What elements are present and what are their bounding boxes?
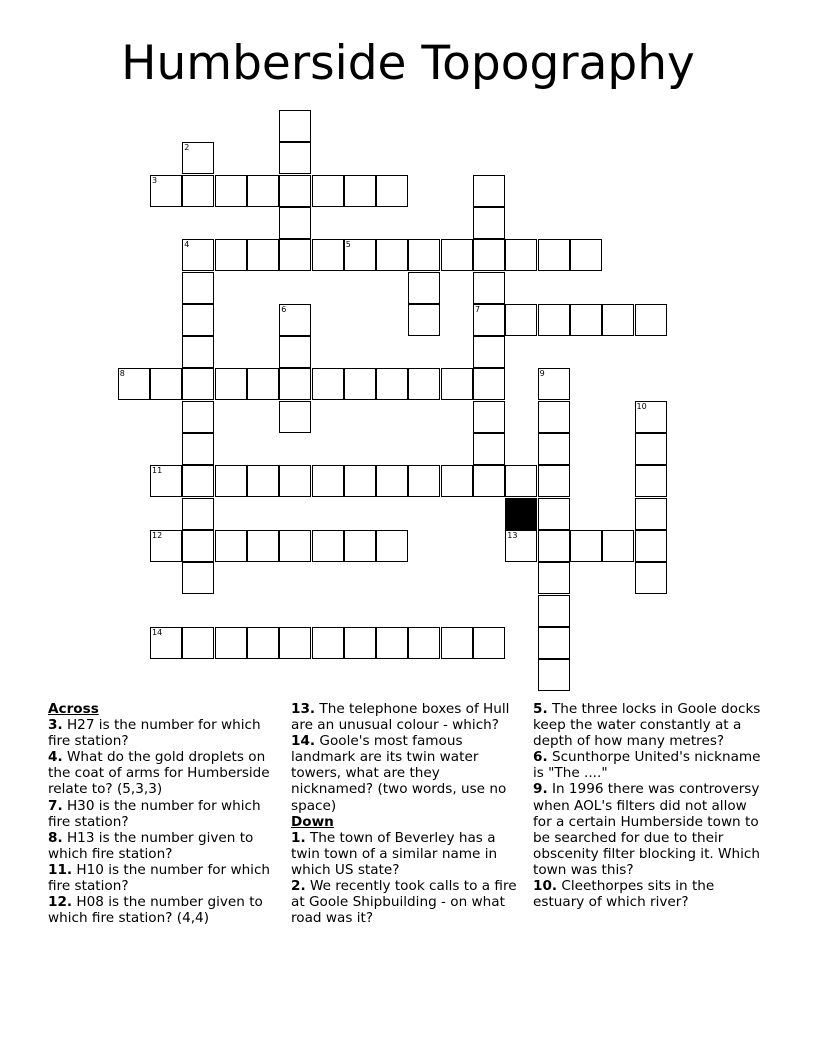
grid-cell[interactable]: [473, 336, 505, 368]
down-clue-list-continued: [533, 701, 761, 910]
grid-cell[interactable]: [182, 465, 214, 497]
grid-cell[interactable]: [538, 401, 570, 433]
grid-cell[interactable]: [182, 336, 214, 368]
clue-text: H08 is the number given to which fire station? (4,4): [48, 894, 263, 927]
grid-cell[interactable]: [182, 530, 214, 562]
clue-text: Goole's most famous landmark are its twin water towers, what are they nicknamed? (two words, use no space): [291, 733, 507, 814]
clue-text: H30 is the number for which fire station?: [48, 797, 261, 830]
grid-cell[interactable]: [344, 239, 376, 271]
grid-cell[interactable]: [538, 498, 570, 530]
grid-cell[interactable]: [182, 368, 214, 400]
grid-cell[interactable]: [247, 239, 279, 271]
clue-text: The telephone boxes of Hull are an unusual colour - which?: [291, 701, 510, 734]
down-clue: [533, 878, 761, 910]
grid-cell[interactable]: [473, 465, 505, 497]
grid-cell[interactable]: [441, 368, 473, 400]
grid-cell[interactable]: [344, 465, 376, 497]
grid-cell[interactable]: [247, 368, 279, 400]
grid-cell[interactable]: [376, 627, 408, 659]
grid-cell[interactable]: [215, 627, 247, 659]
grid-cell[interactable]: [505, 304, 537, 336]
grid-cell[interactable]: [635, 433, 667, 465]
grid-cell[interactable]: [473, 627, 505, 659]
grid-block: [505, 498, 537, 530]
grid-cell[interactable]: [473, 401, 505, 433]
grid-cell[interactable]: [570, 304, 602, 336]
grid-cell[interactable]: [376, 530, 408, 562]
down-heading: Down: [291, 813, 334, 830]
grid-cell[interactable]: [279, 465, 311, 497]
clue-number-label: 4.: [48, 749, 63, 766]
down-clue: [533, 781, 761, 878]
grid-cell[interactable]: [570, 239, 602, 271]
grid-cell[interactable]: [182, 401, 214, 433]
grid-cell[interactable]: [538, 433, 570, 465]
grid-cell[interactable]: [376, 175, 408, 207]
clue-number: 8: [119, 369, 125, 379]
grid-cell[interactable]: [279, 110, 311, 142]
grid-cell[interactable]: [408, 272, 440, 304]
grid-cell[interactable]: [635, 304, 667, 336]
grid-cell[interactable]: [408, 304, 440, 336]
clue-number-label: 11.: [48, 861, 73, 878]
grid-cell[interactable]: [279, 304, 311, 336]
grid-cell[interactable]: [538, 627, 570, 659]
grid-cell[interactable]: [215, 530, 247, 562]
grid-cell[interactable]: [312, 368, 344, 400]
clue-number: 4: [184, 240, 190, 250]
clue-number-label: 12.: [48, 894, 73, 911]
grid-cell[interactable]: [247, 175, 279, 207]
clue-number-label: 2.: [291, 878, 306, 895]
across-clue: [291, 733, 523, 813]
grid-cell[interactable]: [312, 627, 344, 659]
grid-cell[interactable]: [247, 465, 279, 497]
grid-cell[interactable]: [538, 659, 570, 691]
grid-cell[interactable]: [344, 368, 376, 400]
grid-cell[interactable]: [538, 368, 570, 400]
grid-cell[interactable]: [635, 465, 667, 497]
grid-cell[interactable]: [538, 239, 570, 271]
clue-number-label: 7.: [48, 797, 63, 814]
grid-cell[interactable]: [215, 368, 247, 400]
clue-number-label: 10.: [533, 878, 558, 895]
grid-cell[interactable]: [538, 595, 570, 627]
grid-cell[interactable]: [602, 530, 634, 562]
grid-cell[interactable]: [376, 239, 408, 271]
grid-cell[interactable]: [312, 175, 344, 207]
grid-cell[interactable]: [473, 368, 505, 400]
grid-cell[interactable]: [408, 627, 440, 659]
grid-cell[interactable]: [279, 175, 311, 207]
across-clue: [48, 862, 280, 894]
clue-number-label: 14.: [291, 733, 316, 750]
grid-cell[interactable]: [570, 530, 602, 562]
grid-cell[interactable]: [182, 175, 214, 207]
clue-text: What do the gold droplets on the coat of arms for Humberside relate to? (5,3,3): [48, 749, 270, 798]
grid-cell[interactable]: [279, 530, 311, 562]
grid-cell[interactable]: [279, 627, 311, 659]
grid-cell[interactable]: [150, 175, 182, 207]
clue-number: 7: [475, 304, 481, 314]
grid-cell[interactable]: [182, 272, 214, 304]
clue-number-label: 6.: [533, 749, 548, 766]
clue-text: Scunthorpe United's nickname is "The ....": [533, 749, 761, 782]
clue-number: 9: [539, 369, 545, 379]
grid-cell[interactable]: [441, 239, 473, 271]
grid-cell[interactable]: [505, 465, 537, 497]
grid-cell[interactable]: [376, 368, 408, 400]
across-clue-list-continued: [291, 701, 523, 814]
grid-cell[interactable]: [215, 239, 247, 271]
across-clue: [48, 894, 280, 926]
grid-cell[interactable]: [635, 562, 667, 594]
clue-number: 11: [152, 466, 163, 476]
clue-number-label: 13.: [291, 701, 316, 717]
grid-cell[interactable]: [344, 627, 376, 659]
across-clue: [291, 701, 523, 733]
clue-number-label: 9.: [533, 781, 548, 798]
grid-cell[interactable]: [150, 465, 182, 497]
grid-cell[interactable]: [312, 465, 344, 497]
clue-text: Cleethorpes sits in the estuary of which river?: [533, 878, 715, 911]
grid-cell[interactable]: [150, 368, 182, 400]
grid-cell[interactable]: [279, 336, 311, 368]
grid-cell[interactable]: [376, 465, 408, 497]
clue-number: 6: [281, 304, 287, 314]
grid-cell[interactable]: [279, 207, 311, 239]
grid-cell[interactable]: [408, 368, 440, 400]
grid-cell[interactable]: [473, 304, 505, 336]
clue-number: 12: [152, 530, 163, 540]
grid-cell[interactable]: [182, 304, 214, 336]
across-heading: Across: [48, 701, 99, 717]
puzzle-title: Humberside Topography: [121, 36, 695, 91]
grid-cell[interactable]: [408, 239, 440, 271]
across-clue-list: [48, 717, 280, 926]
grid-cell[interactable]: [538, 465, 570, 497]
grid-cell[interactable]: [150, 530, 182, 562]
grid-cell[interactable]: [344, 530, 376, 562]
grid-cell[interactable]: [182, 498, 214, 530]
grid-cell[interactable]: [473, 239, 505, 271]
clue-number: 10: [636, 401, 647, 411]
grid-cell[interactable]: [473, 175, 505, 207]
grid-cell[interactable]: [505, 530, 537, 562]
grid-cell[interactable]: [441, 627, 473, 659]
grid-cell[interactable]: [473, 272, 505, 304]
grid-cell[interactable]: [118, 368, 150, 400]
grid-cell[interactable]: [182, 627, 214, 659]
clue-column-2: [291, 701, 523, 926]
grid-cell[interactable]: [635, 401, 667, 433]
grid-cell[interactable]: [344, 175, 376, 207]
grid-cell[interactable]: [182, 433, 214, 465]
across-clue: [48, 749, 280, 797]
across-clue: [48, 717, 280, 749]
down-clue-list: [291, 830, 523, 927]
grid-cell[interactable]: [538, 562, 570, 594]
grid-cell[interactable]: [279, 401, 311, 433]
clue-number: 2: [184, 143, 190, 153]
down-clue: [533, 749, 761, 781]
grid-cell[interactable]: [247, 627, 279, 659]
grid-cell[interactable]: [635, 498, 667, 530]
across-clue: [48, 830, 280, 862]
clue-text: The three locks in Goole docks keep the water constantly at a depth of how many metres?: [533, 701, 761, 750]
clue-number-label: 1.: [291, 829, 306, 846]
grid-cell[interactable]: [538, 530, 570, 562]
clue-number: 5: [345, 240, 351, 250]
grid-cell[interactable]: [279, 368, 311, 400]
clue-text: The town of Beverley has a twin town of a similar name in which US state?: [291, 829, 498, 878]
grid-cell[interactable]: [215, 175, 247, 207]
clue-number-label: 8.: [48, 829, 63, 846]
clue-text: H10 is the number for which fire station?: [48, 861, 271, 895]
grid-cell[interactable]: [473, 433, 505, 465]
grid-cell[interactable]: [473, 207, 505, 239]
clue-text: We recently took calls to a fire at Goole Shipbuilding - on what road was it?: [291, 878, 517, 927]
down-clue: [291, 830, 523, 878]
clue-number: 14: [152, 627, 163, 637]
down-clue: [291, 878, 523, 926]
clue-number: 13: [507, 530, 518, 540]
grid-cell[interactable]: [279, 239, 311, 271]
clue-text: In 1996 there was controversy when AOL's filters did not allow for a certain Humberside town to be searched for due to their obscenity filter blocking it. Which town was this?: [533, 781, 760, 878]
grid-cell[interactable]: [312, 530, 344, 562]
grid-cell[interactable]: [441, 465, 473, 497]
grid-cell[interactable]: [150, 627, 182, 659]
clue-column-3: [533, 701, 761, 910]
clue-text: H27 is the number for which fire station?: [48, 717, 261, 750]
clue-number-label: 5.: [533, 701, 548, 717]
grid-cell[interactable]: [182, 239, 214, 271]
grid-cell[interactable]: [635, 530, 667, 562]
grid-cell[interactable]: [279, 142, 311, 174]
grid-cell[interactable]: [312, 239, 344, 271]
grid-cell[interactable]: [182, 142, 214, 174]
clue-number: 3: [152, 175, 158, 185]
grid-cell[interactable]: [215, 465, 247, 497]
grid-cell[interactable]: [538, 304, 570, 336]
clue-number-label: 3.: [48, 717, 63, 734]
grid-cell[interactable]: [408, 465, 440, 497]
clue-text: H13 is the number given to which fire station?: [48, 829, 254, 862]
grid-cell[interactable]: [182, 562, 214, 594]
down-clue: [533, 701, 761, 749]
grid-cell[interactable]: [505, 239, 537, 271]
across-clue: [48, 798, 280, 830]
grid-cell[interactable]: [602, 304, 634, 336]
grid-cell[interactable]: [247, 530, 279, 562]
clue-column-1: [48, 701, 280, 926]
